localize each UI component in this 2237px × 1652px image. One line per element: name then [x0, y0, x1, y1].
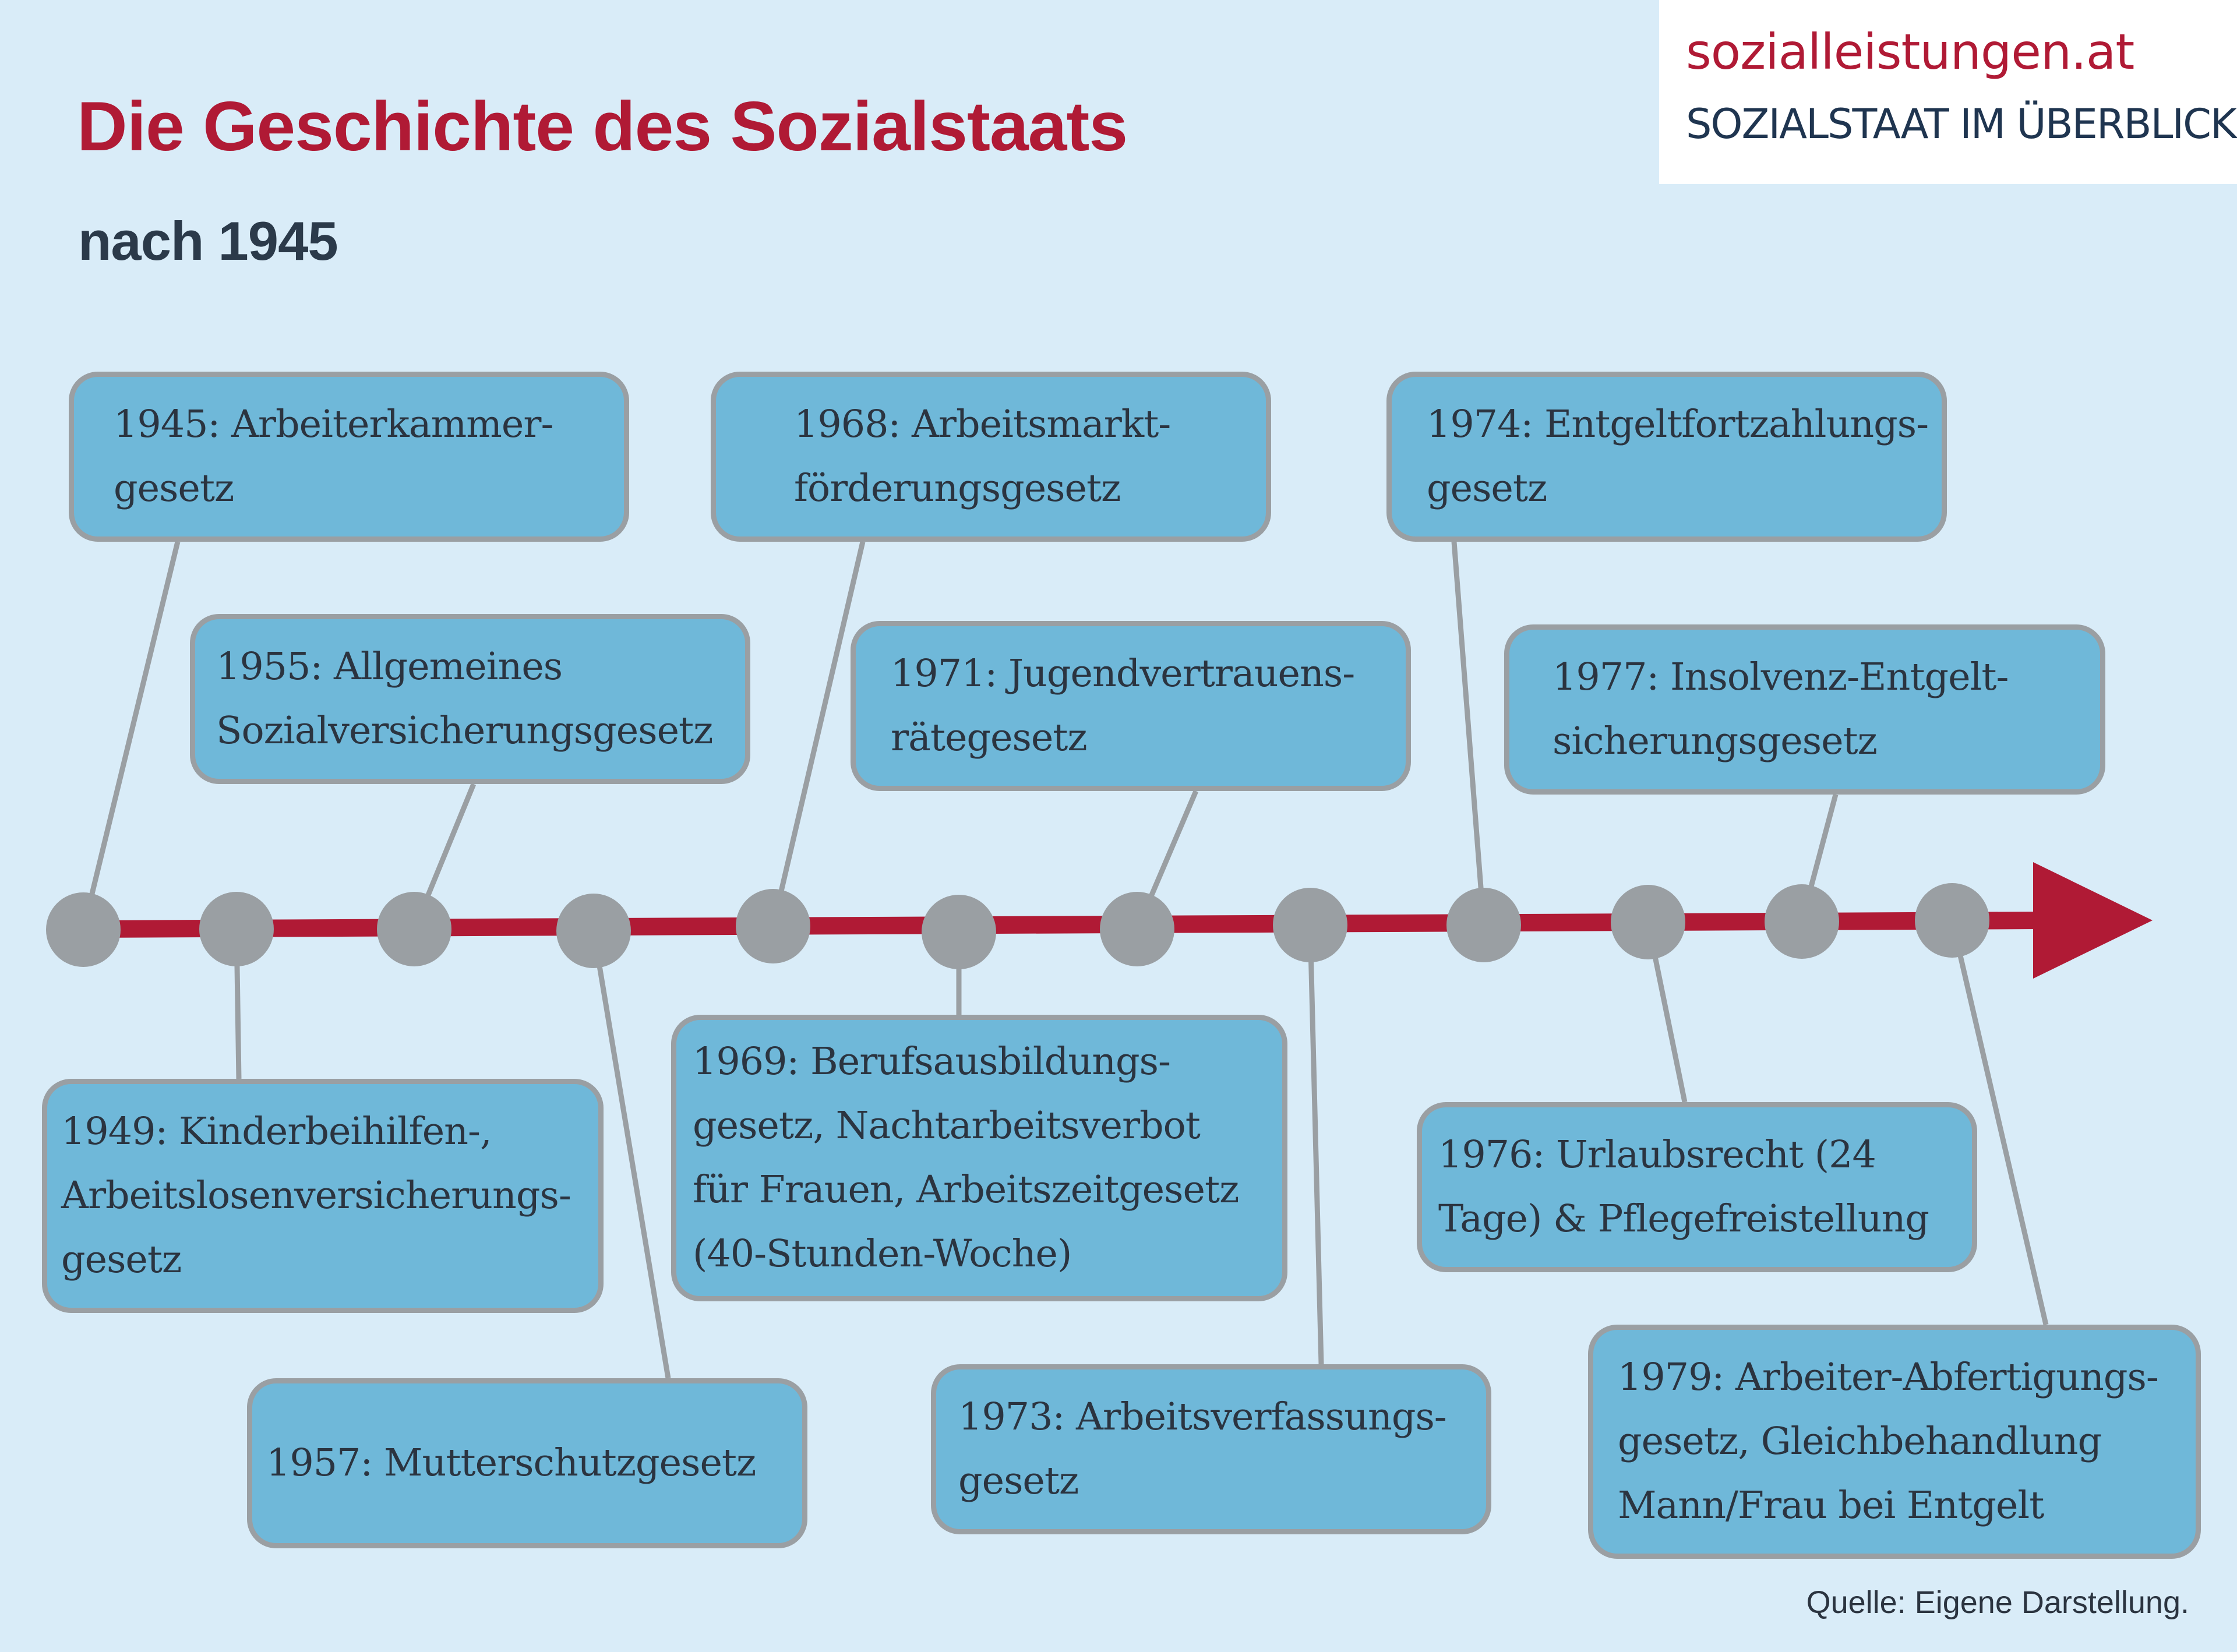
event-line: gesetz — [1427, 467, 1547, 510]
timeline-axis — [82, 920, 2039, 929]
event-box-1974 — [1386, 372, 1947, 542]
connector-1945 — [83, 542, 178, 930]
connector-1973 — [1310, 925, 1321, 1364]
logo-wordmark: sozialleistungen.at — [1686, 23, 2134, 80]
event-box-1957 — [247, 1378, 807, 1548]
event-line: 1949: Kinderbeihilfen-, — [61, 1110, 492, 1153]
event-line: Tage) & Pflegefreistellung — [1438, 1197, 1929, 1241]
timeline-node-1955 — [377, 892, 451, 966]
event-box-1969 — [671, 1015, 1287, 1301]
event-text — [1618, 1346, 2158, 1538]
event-box-1976 — [1417, 1102, 1977, 1272]
page-title: Die Geschichte des Sozialstaats — [77, 87, 1128, 165]
event-line: 1945: Arbeiterkammer- — [114, 403, 553, 446]
source-note: Quelle: Eigene Darstellung. — [1806, 1585, 2189, 1620]
event-text — [958, 1385, 1446, 1513]
event-text — [114, 393, 553, 521]
timeline-node-1945 — [46, 892, 121, 967]
event-box-1973 — [931, 1364, 1491, 1534]
event-line: 1976: Urlaubsrecht (24 — [1438, 1133, 1876, 1177]
event-line: sicherungsgesetz — [1553, 719, 1877, 763]
event-text — [1427, 393, 1928, 521]
event-line: 1955: Allgemeines — [216, 645, 563, 689]
event-line: förderungsgesetz — [794, 467, 1121, 510]
event-text — [61, 1100, 571, 1292]
event-text — [794, 393, 1170, 521]
event-box-1979 — [1588, 1325, 2201, 1559]
event-box-1968 — [711, 372, 1271, 542]
event-box-1949 — [42, 1079, 604, 1313]
event-text — [891, 642, 1354, 770]
event-line: 1974: Entgeltfortzahlungs- — [1427, 403, 1929, 446]
timeline-arrowhead — [2033, 862, 2153, 979]
event-text — [1553, 645, 2008, 774]
event-box-1977 — [1504, 624, 2105, 795]
event-line: gesetz, Gleichbehandlung — [1618, 1420, 2102, 1463]
event-text — [1438, 1123, 1929, 1251]
connector-1957 — [594, 931, 668, 1378]
timeline-node-1971 — [1100, 892, 1174, 966]
timeline-node-1974 — [1446, 888, 1521, 962]
timeline-node-1979 — [1915, 883, 1989, 958]
event-line: Arbeitslosenversicherungs- — [61, 1174, 571, 1217]
timeline-node-1968 — [736, 889, 810, 963]
event-line: 1968: Arbeitsmarkt- — [794, 403, 1171, 446]
event-line: rätegesetz — [891, 716, 1087, 760]
event-line: 1971: Jugendvertrauens- — [891, 652, 1355, 696]
event-line: 1969: Berufsausbildungs- — [693, 1040, 1170, 1083]
event-line: (40-Stunden-Woche) — [693, 1232, 1072, 1276]
event-box-1971 — [851, 621, 1411, 791]
event-text — [266, 1431, 756, 1495]
event-line: gesetz — [61, 1238, 182, 1282]
event-line: 1979: Arbeiter-Abfertigungs- — [1618, 1356, 2158, 1399]
timeline-node-1977 — [1765, 884, 1839, 959]
timeline-node-1976 — [1611, 885, 1685, 959]
timeline-node-1949 — [199, 892, 274, 966]
event-box-1945 — [69, 372, 629, 542]
timeline-node-1973 — [1273, 888, 1347, 962]
timeline-node-1969 — [922, 895, 996, 969]
event-line: Mann/Frau bei Entgelt — [1618, 1484, 2044, 1527]
event-text — [693, 1030, 1239, 1286]
event-text — [216, 635, 712, 763]
connector-1974 — [1454, 542, 1484, 925]
event-line: gesetz, Nachtarbeitsverbot — [693, 1104, 1200, 1148]
event-box-1955 — [190, 614, 750, 784]
timeline-node-1957 — [556, 894, 631, 968]
event-line: für Frauen, Arbeitszeitgesetz — [693, 1168, 1239, 1212]
event-line: Sozialversicherungsgesetz — [216, 709, 713, 753]
event-line: gesetz — [114, 467, 234, 510]
logo-tagline: SOZIALSTAAT IM ÜBERBLICK — [1686, 100, 2236, 148]
page-subtitle: nach 1945 — [78, 210, 338, 271]
event-line: gesetz — [958, 1459, 1079, 1503]
event-line: 1973: Arbeitsverfassungs- — [958, 1395, 1446, 1439]
connector-1968 — [773, 542, 863, 926]
event-line: 1977: Insolvenz-Entgelt- — [1553, 655, 2009, 699]
event-line: 1957: Mutterschutzgesetz — [266, 1441, 756, 1485]
